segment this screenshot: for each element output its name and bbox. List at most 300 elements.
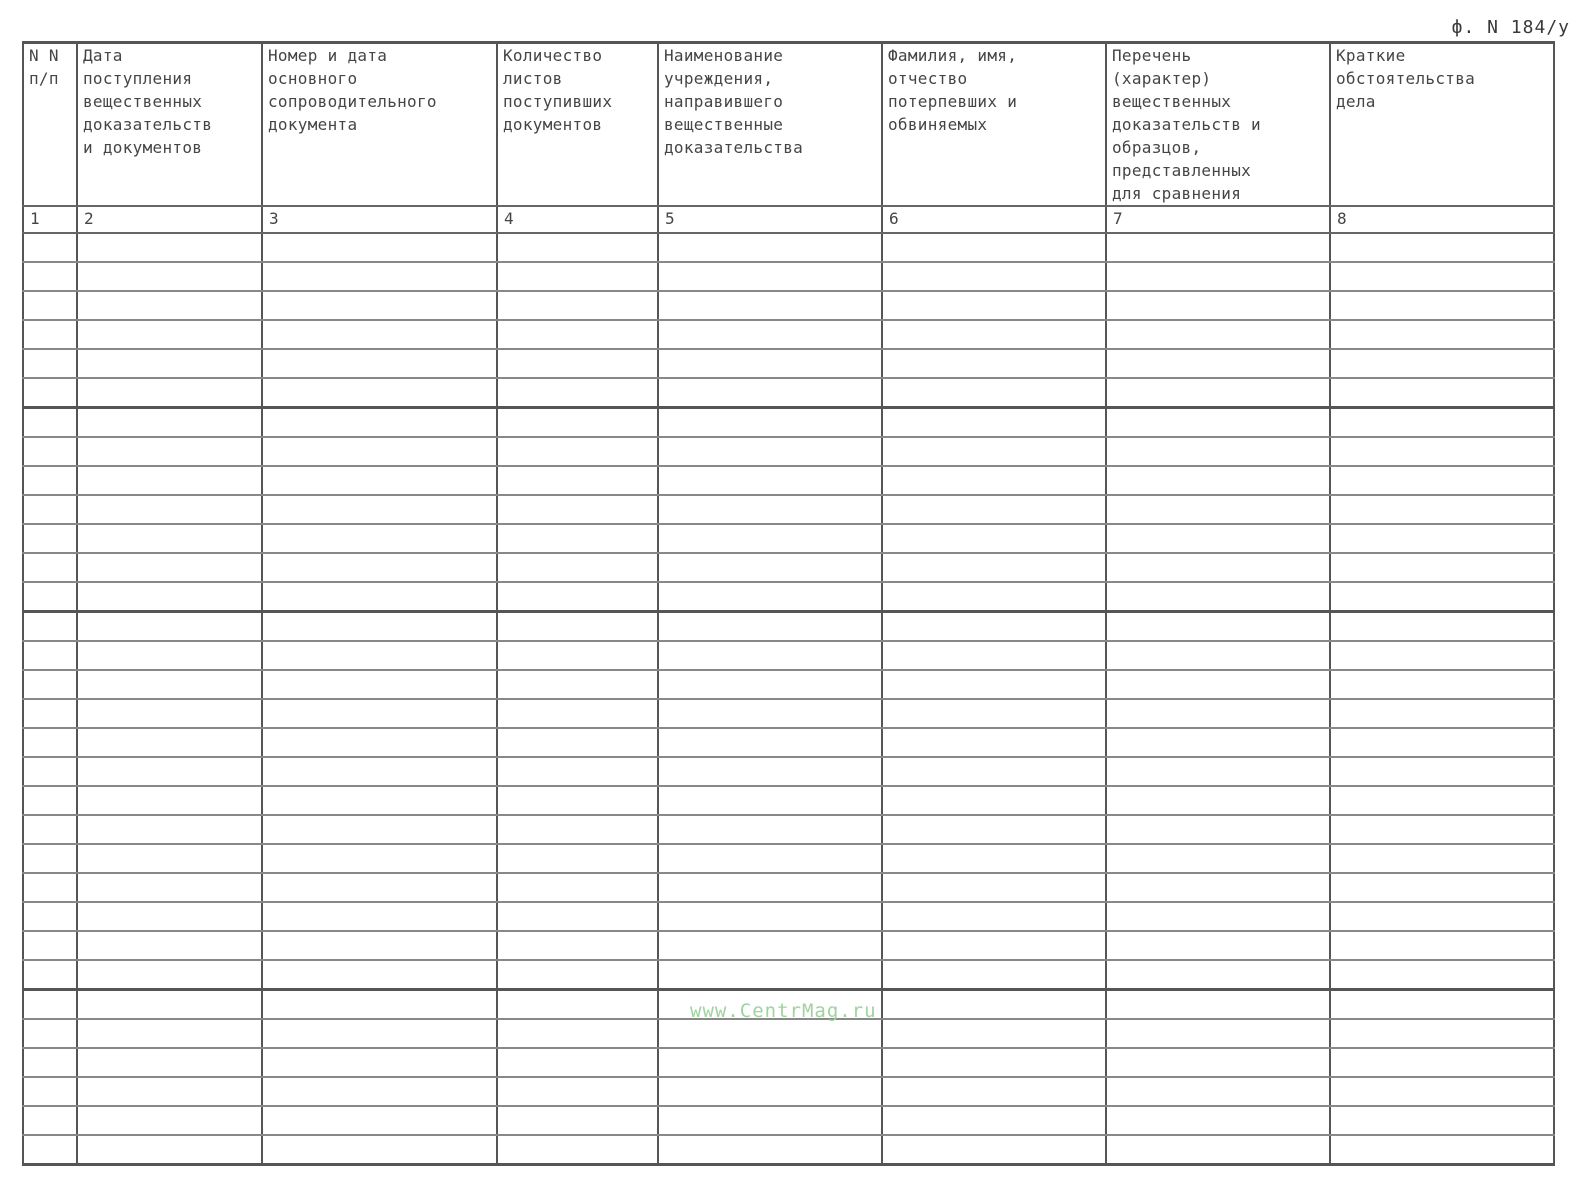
table-cell (262, 612, 497, 642)
table-cell (882, 612, 1106, 642)
table-cell (23, 699, 77, 728)
table-cell (497, 670, 658, 699)
table-cell (262, 931, 497, 960)
table-cell (77, 437, 262, 466)
table-cell (497, 466, 658, 495)
table-cell (882, 786, 1106, 815)
table-cell (1330, 1135, 1554, 1165)
table-cell (882, 815, 1106, 844)
table-cell (882, 320, 1106, 349)
table-cell (262, 1106, 497, 1135)
table-row (23, 1077, 1554, 1106)
table-cell (77, 524, 262, 553)
table-cell (77, 466, 262, 495)
table-row (23, 553, 1554, 582)
table-cell (1106, 699, 1330, 728)
column-number: 5 (658, 206, 882, 233)
table-cell (1330, 291, 1554, 320)
table-cell (1330, 1106, 1554, 1135)
table-cell (497, 408, 658, 438)
table-cell (23, 757, 77, 786)
table-cell (658, 291, 882, 320)
table-cell (497, 582, 658, 612)
table-cell (23, 641, 77, 670)
table-cell (1106, 990, 1330, 1020)
table-cell (23, 873, 77, 902)
table-cell (1106, 612, 1330, 642)
table-cell (658, 582, 882, 612)
table-cell (658, 641, 882, 670)
table-cell (658, 1077, 882, 1106)
table-row (23, 960, 1554, 990)
table-cell (1106, 1135, 1330, 1165)
table-cell (497, 553, 658, 582)
table-cell (77, 349, 262, 378)
table-cell (497, 931, 658, 960)
table-cell (1330, 524, 1554, 553)
table-cell (1106, 495, 1330, 524)
table-cell (262, 378, 497, 408)
table-row (23, 1019, 1554, 1048)
table-cell (1106, 349, 1330, 378)
table-cell (77, 291, 262, 320)
table-cell (262, 291, 497, 320)
table-cell (497, 233, 658, 262)
table-row (23, 844, 1554, 873)
table-cell (23, 291, 77, 320)
table-cell (497, 1106, 658, 1135)
table-cell (77, 786, 262, 815)
table-cell (77, 815, 262, 844)
table-cell (497, 378, 658, 408)
table-cell (882, 931, 1106, 960)
table-cell (658, 699, 882, 728)
table-cell (23, 320, 77, 349)
table-cell (882, 1106, 1106, 1135)
table-cell (1106, 524, 1330, 553)
table-cell (23, 262, 77, 291)
table-cell (658, 233, 882, 262)
table-cell (882, 902, 1106, 931)
table-cell (497, 1048, 658, 1077)
table-cell (262, 786, 497, 815)
table-cell (1330, 582, 1554, 612)
table-cell (658, 728, 882, 757)
table-cell (77, 699, 262, 728)
table-cell (23, 612, 77, 642)
table-cell (262, 1048, 497, 1077)
table-cell (658, 873, 882, 902)
evidence-ledger-table (22, 41, 1555, 1166)
table-cell (658, 408, 882, 438)
table-cell (23, 844, 77, 873)
table-cell (882, 524, 1106, 553)
table-cell (497, 757, 658, 786)
table-cell (23, 728, 77, 757)
table-cell (262, 873, 497, 902)
table-cell (1106, 378, 1330, 408)
table-cell (658, 670, 882, 699)
table-cell (658, 815, 882, 844)
table-cell (77, 757, 262, 786)
table-cell (1106, 786, 1330, 815)
table-cell (1106, 960, 1330, 990)
table-cell (1106, 1077, 1330, 1106)
column-number: 3 (262, 206, 497, 233)
column-header: Краткие обстоятельства дела (1330, 43, 1554, 207)
table-row (23, 291, 1554, 320)
table-cell (882, 349, 1106, 378)
table-cell (262, 844, 497, 873)
table-cell (77, 1106, 262, 1135)
table-cell (658, 466, 882, 495)
column-header: N N п/п (23, 43, 77, 207)
table-cell (882, 1048, 1106, 1077)
table-cell (882, 960, 1106, 990)
table-cell (77, 873, 262, 902)
table-cell (262, 728, 497, 757)
table-cell (1330, 786, 1554, 815)
table-cell (23, 466, 77, 495)
table-cell (497, 495, 658, 524)
table-cell (497, 1019, 658, 1048)
table-cell (262, 495, 497, 524)
table-cell (658, 524, 882, 553)
table-cell (77, 931, 262, 960)
table-cell (1106, 262, 1330, 291)
table-cell (1330, 320, 1554, 349)
table-row (23, 582, 1554, 612)
table-cell (882, 495, 1106, 524)
table-cell (262, 320, 497, 349)
table-cell (77, 553, 262, 582)
table-cell (882, 990, 1106, 1020)
column-header: Наименование учреждения, направившего вещественные доказательства (658, 43, 882, 207)
table-cell (882, 1019, 1106, 1048)
table-cell (658, 757, 882, 786)
column-number: 7 (1106, 206, 1330, 233)
table-cell (23, 553, 77, 582)
table-cell (23, 437, 77, 466)
table-cell (262, 902, 497, 931)
table-cell (497, 844, 658, 873)
table-cell (1106, 902, 1330, 931)
table-cell (882, 641, 1106, 670)
table-cell (882, 873, 1106, 902)
table-cell (77, 1135, 262, 1165)
table-cell (23, 902, 77, 931)
table-row (23, 378, 1554, 408)
table-cell (23, 815, 77, 844)
table-row (23, 931, 1554, 960)
table-cell (658, 1048, 882, 1077)
table-cell (658, 960, 882, 990)
table-cell (658, 262, 882, 291)
table-cell (658, 931, 882, 960)
table-cell (658, 437, 882, 466)
table-cell (1106, 233, 1330, 262)
table-cell (1106, 437, 1330, 466)
table-cell (882, 844, 1106, 873)
table-cell (1330, 931, 1554, 960)
table-cell (1106, 931, 1330, 960)
table-cell (1106, 408, 1330, 438)
table-cell (77, 1077, 262, 1106)
table-cell (262, 1135, 497, 1165)
table-cell (882, 1077, 1106, 1106)
header-row (23, 43, 1554, 207)
column-number: 2 (77, 206, 262, 233)
table-cell (1330, 612, 1554, 642)
table-cell (77, 1019, 262, 1048)
table-row (23, 1106, 1554, 1135)
table-cell (497, 524, 658, 553)
table-cell (1106, 582, 1330, 612)
table-cell (77, 408, 262, 438)
table-cell (23, 1135, 77, 1165)
table-cell (1330, 844, 1554, 873)
table-cell (1330, 815, 1554, 844)
table-cell (1330, 990, 1554, 1020)
table-cell (23, 1106, 77, 1135)
table-cell (497, 641, 658, 670)
table-cell (882, 582, 1106, 612)
table-row (23, 815, 1554, 844)
table-cell (882, 437, 1106, 466)
table-cell (77, 378, 262, 408)
table-cell (77, 262, 262, 291)
table-cell (77, 495, 262, 524)
table-cell (262, 262, 497, 291)
table-cell (658, 844, 882, 873)
table-cell (262, 699, 497, 728)
table-cell (262, 233, 497, 262)
table-cell (77, 582, 262, 612)
table-cell (1330, 408, 1554, 438)
table-cell (1330, 960, 1554, 990)
table-row (23, 670, 1554, 699)
table-cell (882, 233, 1106, 262)
table-cell (497, 960, 658, 990)
table-cell (882, 670, 1106, 699)
column-header: Дата поступления вещественных доказательств и документов (77, 43, 262, 207)
table-cell (77, 233, 262, 262)
table-cell (497, 990, 658, 1020)
table-cell (23, 1019, 77, 1048)
table-row (23, 437, 1554, 466)
table-cell (23, 960, 77, 990)
table-cell (77, 902, 262, 931)
table-cell (1330, 873, 1554, 902)
column-header: Номер и дата основного сопроводительного документа (262, 43, 497, 207)
table-cell (1330, 670, 1554, 699)
table-cell (1106, 757, 1330, 786)
column-header: Количество листов поступивших документов (497, 43, 658, 207)
table-cell (1106, 641, 1330, 670)
table-cell (262, 349, 497, 378)
table-cell (1106, 1048, 1330, 1077)
table-cell (497, 437, 658, 466)
table-cell (77, 1048, 262, 1077)
column-header: Фамилия, имя, отчество потерпевших и обвиняемых (882, 43, 1106, 207)
table-row (23, 757, 1554, 786)
table-cell (1330, 902, 1554, 931)
table-row (23, 641, 1554, 670)
table-cell (23, 524, 77, 553)
column-header: Перечень (характер) вещественных доказательств и образцов, представленных для сравнения (1106, 43, 1330, 207)
table-row (23, 349, 1554, 378)
table-cell (1330, 233, 1554, 262)
table-cell (77, 320, 262, 349)
table-row (23, 612, 1554, 642)
table-cell (262, 1077, 497, 1106)
table-cell (497, 262, 658, 291)
table-cell (1330, 378, 1554, 408)
table-cell (1106, 873, 1330, 902)
table-cell (658, 553, 882, 582)
table-cell (262, 466, 497, 495)
table-cell (497, 291, 658, 320)
table-cell (1106, 844, 1330, 873)
table-cell (23, 495, 77, 524)
table-cell (497, 1077, 658, 1106)
table-cell (882, 553, 1106, 582)
table-cell (77, 641, 262, 670)
table-cell (77, 670, 262, 699)
table-cell (262, 524, 497, 553)
table-cell (882, 757, 1106, 786)
table-cell (1106, 1106, 1330, 1135)
column-number: 1 (23, 206, 77, 233)
table-cell (882, 1135, 1106, 1165)
column-number: 6 (882, 206, 1106, 233)
table-row (23, 233, 1554, 262)
column-number-row (23, 206, 1554, 233)
table-cell (77, 612, 262, 642)
table-row (23, 786, 1554, 815)
table-cell (658, 1106, 882, 1135)
table-cell (23, 931, 77, 960)
table-row (23, 699, 1554, 728)
table-cell (658, 349, 882, 378)
table-cell (1330, 262, 1554, 291)
table-cell (658, 1019, 882, 1048)
table-cell (882, 466, 1106, 495)
table-cell (23, 349, 77, 378)
table-cell (262, 960, 497, 990)
form-code: ф. N 184/у (1451, 17, 1570, 38)
table-cell (497, 786, 658, 815)
table-row (23, 902, 1554, 931)
table-row (23, 873, 1554, 902)
table-cell (882, 408, 1106, 438)
table-cell (23, 1077, 77, 1106)
column-number: 4 (497, 206, 658, 233)
table-cell (1330, 728, 1554, 757)
table-cell (1330, 1048, 1554, 1077)
table-row (23, 262, 1554, 291)
table-cell (77, 960, 262, 990)
table-cell (658, 1135, 882, 1165)
table-cell (497, 902, 658, 931)
table-cell (1106, 728, 1330, 757)
table-cell (1330, 437, 1554, 466)
table-row (23, 495, 1554, 524)
table-cell (77, 728, 262, 757)
table-cell (262, 990, 497, 1020)
table-row (23, 524, 1554, 553)
watermark: www.CentrMag.ru (690, 1000, 877, 1022)
table-cell (1106, 320, 1330, 349)
table-cell (262, 437, 497, 466)
table-row (23, 320, 1554, 349)
table-cell (882, 291, 1106, 320)
table-cell (262, 670, 497, 699)
table-cell (23, 408, 77, 438)
table-cell (658, 378, 882, 408)
table-cell (497, 815, 658, 844)
table-cell (23, 990, 77, 1020)
table-cell (497, 699, 658, 728)
table-cell (1330, 553, 1554, 582)
table-row (23, 466, 1554, 495)
table-cell (23, 670, 77, 699)
table-row (23, 1048, 1554, 1077)
table-row (23, 728, 1554, 757)
table-cell (262, 641, 497, 670)
table-cell (262, 1019, 497, 1048)
table-cell (1106, 1019, 1330, 1048)
table-cell (1106, 670, 1330, 699)
table-cell (262, 815, 497, 844)
table-cell (1330, 495, 1554, 524)
table-cell (497, 1135, 658, 1165)
table-cell (1330, 466, 1554, 495)
table-cell (882, 699, 1106, 728)
table-cell (77, 844, 262, 873)
table-cell (882, 262, 1106, 291)
table-cell (1106, 291, 1330, 320)
table-cell (497, 349, 658, 378)
table-cell (262, 582, 497, 612)
table-cell (262, 408, 497, 438)
table-cell (23, 378, 77, 408)
table-cell (497, 728, 658, 757)
table-cell (658, 320, 882, 349)
table-cell (497, 873, 658, 902)
table-cell (1330, 757, 1554, 786)
table-cell (658, 902, 882, 931)
table-row (23, 1135, 1554, 1165)
table-cell (882, 728, 1106, 757)
table-cell (23, 786, 77, 815)
table-cell (262, 757, 497, 786)
table-cell (1106, 553, 1330, 582)
table-cell (23, 1048, 77, 1077)
table-row (23, 408, 1554, 438)
table-cell (497, 320, 658, 349)
table-cell (497, 612, 658, 642)
table-cell (658, 612, 882, 642)
table-cell (23, 582, 77, 612)
table-cell (658, 786, 882, 815)
table-cell (658, 495, 882, 524)
table-cell (1106, 466, 1330, 495)
table-cell (1330, 1077, 1554, 1106)
table-cell (23, 233, 77, 262)
table-cell (262, 553, 497, 582)
table-cell (77, 990, 262, 1020)
